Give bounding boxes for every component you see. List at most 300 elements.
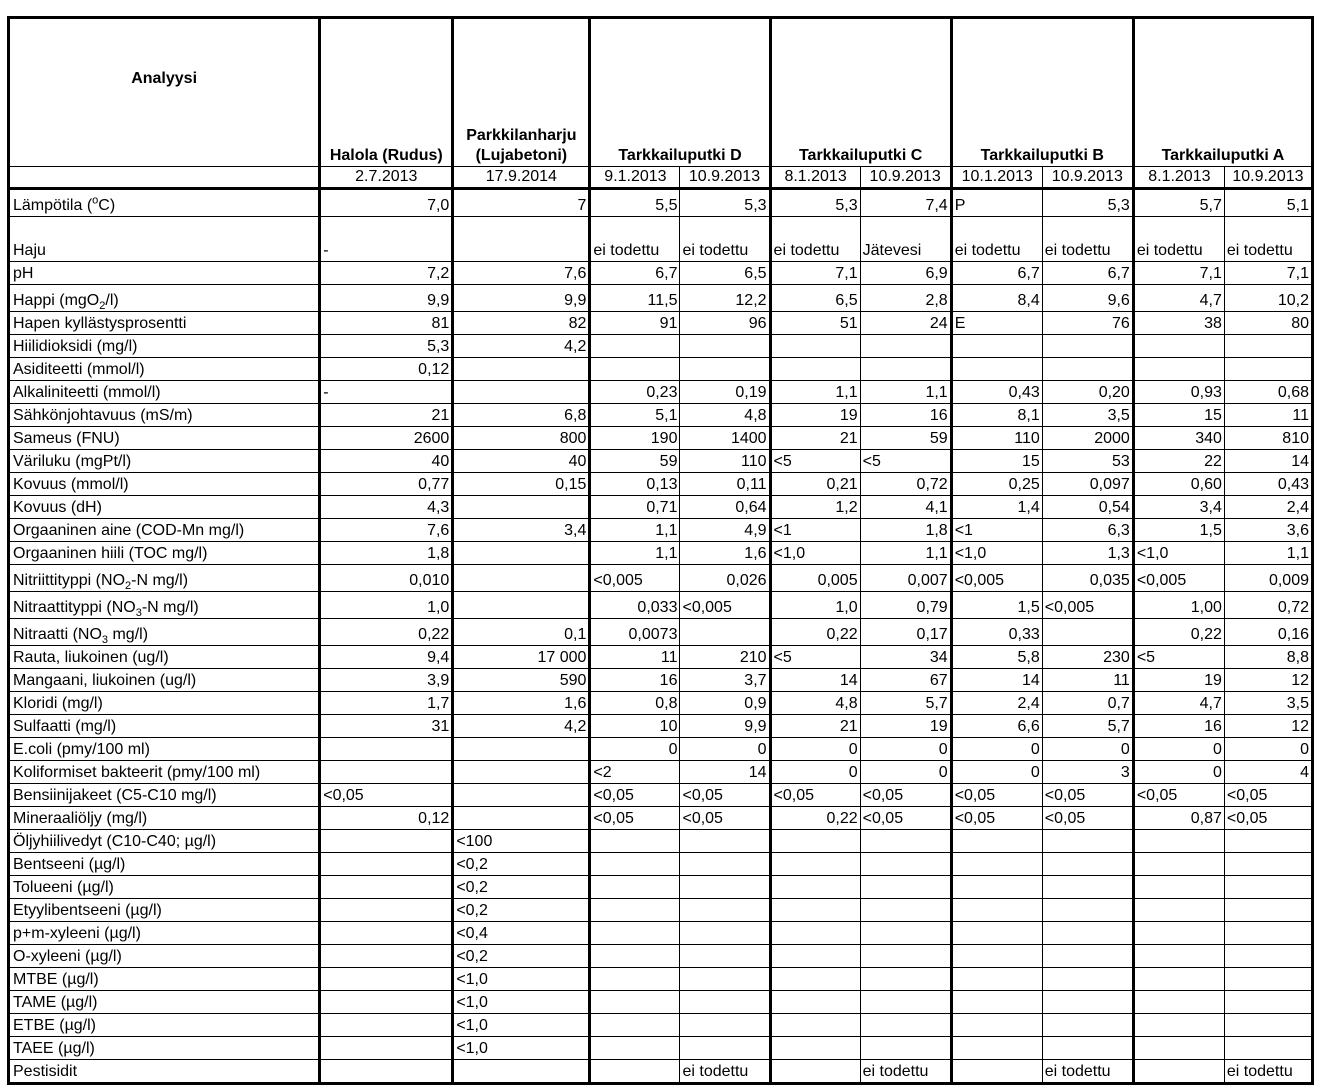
table-row <box>9 945 1313 968</box>
table-cell: 3,6 <box>1224 519 1312 542</box>
table-cell <box>1042 945 1133 968</box>
table-cell: <0,005 <box>590 565 680 592</box>
table-cell: 5,7 <box>1042 715 1133 738</box>
table-cell: 5,3 <box>1042 189 1133 217</box>
table-cell: - <box>320 381 453 404</box>
table-cell: <0,05 <box>1224 784 1312 807</box>
row-label: Bensiinijakeet (C5-C10 mg/l) <box>9 784 320 807</box>
table-row <box>9 381 1313 404</box>
table-row <box>9 335 1313 358</box>
table-cell <box>1042 335 1133 358</box>
table-cell <box>1133 968 1224 991</box>
date-putki-c-2: 10.9.2013 <box>860 167 951 189</box>
table-cell <box>1224 945 1312 968</box>
table-cell <box>680 853 770 876</box>
table-cell: 0,9 <box>680 692 770 715</box>
table-row <box>9 784 1313 807</box>
table-cell: <0,2 <box>453 876 590 899</box>
table-cell <box>1133 991 1224 1014</box>
table-cell <box>951 1014 1042 1037</box>
table-cell: 7,6 <box>453 262 590 285</box>
table-cell: <1,0 <box>770 542 860 565</box>
table-cell: <1,0 <box>453 991 590 1014</box>
table-cell: 0,19 <box>680 381 770 404</box>
row-label: Pestisidit <box>9 1060 320 1084</box>
table-cell: ei todettu <box>680 1060 770 1084</box>
table-cell <box>860 991 951 1014</box>
table-cell: <0,05 <box>951 784 1042 807</box>
table-cell <box>770 853 860 876</box>
table-cell: 6,8 <box>453 404 590 427</box>
table-cell: 5,7 <box>860 692 951 715</box>
table-cell: 11,5 <box>590 285 680 312</box>
table-cell: 4,2 <box>453 715 590 738</box>
table-cell <box>1224 358 1312 381</box>
table-cell: <1,0 <box>453 968 590 991</box>
table-cell <box>1224 991 1312 1014</box>
table-cell: 1400 <box>680 427 770 450</box>
table-cell: <5 <box>770 450 860 473</box>
table-cell: 7,6 <box>320 519 453 542</box>
table-cell: 1,1 <box>860 381 951 404</box>
table-cell: 3,7 <box>680 669 770 692</box>
table-row <box>9 542 1313 565</box>
table-cell: ei todettu <box>951 217 1042 262</box>
table-cell: 53 <box>1042 450 1133 473</box>
row-label-text: -N mg/l) <box>131 572 189 589</box>
table-cell: 0,11 <box>680 473 770 496</box>
table-cell <box>453 358 590 381</box>
table-cell: 34 <box>860 646 951 669</box>
table-cell: 190 <box>590 427 680 450</box>
row-label-text: Happi (mgO <box>13 292 100 309</box>
table-cell <box>1042 358 1133 381</box>
table-cell <box>951 335 1042 358</box>
table-cell: 38 <box>1133 312 1224 335</box>
table-cell: 19 <box>770 404 860 427</box>
table-cell <box>680 1014 770 1037</box>
table-cell: 16 <box>860 404 951 427</box>
table-cell: 0,79 <box>860 592 951 619</box>
table-cell: 2000 <box>1042 427 1133 450</box>
table-cell <box>951 991 1042 1014</box>
table-cell: 0,22 <box>320 619 453 646</box>
table-cell: 0,72 <box>1224 592 1312 619</box>
table-cell: 1,8 <box>860 519 951 542</box>
table-cell <box>680 876 770 899</box>
table-cell: <1,0 <box>951 542 1042 565</box>
site-header-parkkilanharju-line1: Parkkilanharju <box>466 127 577 144</box>
table-cell: 110 <box>951 427 1042 450</box>
table-row <box>9 519 1313 542</box>
table-cell <box>590 1037 680 1060</box>
table-cell <box>680 922 770 945</box>
table-cell: <0,005 <box>680 592 770 619</box>
table-cell: 2,4 <box>951 692 1042 715</box>
table-cell: 12,2 <box>680 285 770 312</box>
table-row <box>9 450 1313 473</box>
table-cell: <0,05 <box>590 807 680 830</box>
table-row <box>9 830 1313 853</box>
row-label-subscript: 2 <box>125 580 132 592</box>
table-cell <box>1133 1014 1224 1037</box>
header-row-sites <box>9 18 1313 167</box>
table-cell: 7 <box>453 189 590 217</box>
table-cell: 4,8 <box>680 404 770 427</box>
table-cell: 0,035 <box>1042 565 1133 592</box>
table-cell <box>770 968 860 991</box>
row-label <box>9 565 320 592</box>
table-cell: 11 <box>590 646 680 669</box>
table-row <box>9 715 1313 738</box>
table-cell: <0,05 <box>860 807 951 830</box>
table-cell <box>1042 853 1133 876</box>
table-cell <box>320 991 453 1014</box>
table-cell: 0,64 <box>680 496 770 519</box>
table-cell <box>770 922 860 945</box>
table-cell: 0,8 <box>590 692 680 715</box>
table-cell <box>860 945 951 968</box>
table-cell <box>1224 876 1312 899</box>
table-cell: 0,43 <box>951 381 1042 404</box>
table-cell: 9,9 <box>680 715 770 738</box>
table-cell: 4 <box>1224 761 1312 784</box>
date-putki-d-1: 9.1.2013 <box>590 167 680 189</box>
table-cell <box>453 784 590 807</box>
site-header-putki-b: Tarkkailuputki B <box>951 18 1133 167</box>
table-cell <box>770 335 860 358</box>
row-label: TAEE (µg/l) <box>9 1037 320 1060</box>
table-cell: 0,010 <box>320 565 453 592</box>
table-cell <box>453 761 590 784</box>
table-cell: 3,4 <box>1133 496 1224 519</box>
table-cell <box>590 1014 680 1037</box>
table-cell <box>1042 968 1133 991</box>
row-label: Mangaani, liukoinen (ug/l) <box>9 669 320 692</box>
row-label: Sameus (FNU) <box>9 427 320 450</box>
table-cell: 8,4 <box>951 285 1042 312</box>
table-cell <box>590 945 680 968</box>
row-label: Tolueeni (µg/l) <box>9 876 320 899</box>
table-cell: ei todettu <box>1133 217 1224 262</box>
table-row <box>9 262 1313 285</box>
table-row <box>9 619 1313 646</box>
table-cell <box>453 542 590 565</box>
table-cell: 0,0073 <box>590 619 680 646</box>
table-cell <box>1224 1037 1312 1060</box>
table-cell: 7,0 <box>320 189 453 217</box>
table-cell: 16 <box>590 669 680 692</box>
table-cell <box>1042 899 1133 922</box>
table-cell: 0,77 <box>320 473 453 496</box>
table-cell <box>453 1060 590 1084</box>
row-label <box>9 592 320 619</box>
row-label-subscript: 2 <box>99 300 106 312</box>
table-cell: 19 <box>860 715 951 738</box>
table-cell <box>1133 945 1224 968</box>
table-cell <box>1042 1014 1133 1037</box>
table-cell: 5,3 <box>770 189 860 217</box>
table-cell <box>320 853 453 876</box>
table-cell: 7,4 <box>860 189 951 217</box>
table-cell: 31 <box>320 715 453 738</box>
table-cell: 6,7 <box>1042 262 1133 285</box>
date-halola: 2.7.2013 <box>320 167 453 189</box>
table-cell <box>1133 853 1224 876</box>
table-cell: <0,2 <box>453 945 590 968</box>
table-cell <box>860 830 951 853</box>
table-row <box>9 1014 1313 1037</box>
table-cell <box>453 738 590 761</box>
table-cell: 15 <box>1133 404 1224 427</box>
table-cell: 3,5 <box>1042 404 1133 427</box>
table-cell: 0,1 <box>453 619 590 646</box>
table-cell: 0,20 <box>1042 381 1133 404</box>
table-cell <box>770 830 860 853</box>
row-label-text: mg/l) <box>108 626 149 643</box>
table-cell: <0,05 <box>770 784 860 807</box>
table-cell: 14 <box>770 669 860 692</box>
table-cell <box>590 1060 680 1084</box>
row-label: Bentseeni (µg/l) <box>9 853 320 876</box>
date-putki-b-2: 10.9.2013 <box>1042 167 1133 189</box>
table-cell: 40 <box>453 450 590 473</box>
table-cell <box>860 853 951 876</box>
table-row <box>9 189 1313 217</box>
table-cell: 1,00 <box>1133 592 1224 619</box>
row-label-text: /l) <box>105 292 119 309</box>
table-cell <box>590 968 680 991</box>
table-cell: 9,9 <box>453 285 590 312</box>
table-cell: 1,5 <box>951 592 1042 619</box>
table-cell: ei todettu <box>1042 1060 1133 1084</box>
table-row <box>9 285 1313 312</box>
row-label: Rauta, liukoinen (ug/l) <box>9 646 320 669</box>
table-cell <box>1042 922 1133 945</box>
table-cell: 24 <box>860 312 951 335</box>
date-putki-a-2: 10.9.2013 <box>1224 167 1312 189</box>
table-cell <box>1224 922 1312 945</box>
table-cell: 6,7 <box>951 262 1042 285</box>
table-cell: 1,3 <box>1042 542 1133 565</box>
table-cell: <0,05 <box>951 807 1042 830</box>
table-cell <box>1133 335 1224 358</box>
table-cell: 11 <box>1224 404 1312 427</box>
table-cell: 800 <box>453 427 590 450</box>
table-cell <box>1224 830 1312 853</box>
table-cell <box>453 496 590 519</box>
table-cell: 3 <box>1042 761 1133 784</box>
row-label: Sähkönjohtavuus (mS/m) <box>9 404 320 427</box>
table-cell: 4,7 <box>1133 285 1224 312</box>
table-cell: 0,25 <box>951 473 1042 496</box>
table-cell: 0 <box>860 738 951 761</box>
table-cell <box>860 1014 951 1037</box>
table-row <box>9 217 1313 262</box>
table-cell: 0,12 <box>320 807 453 830</box>
table-row <box>9 899 1313 922</box>
table-cell <box>590 335 680 358</box>
table-cell: 0 <box>860 761 951 784</box>
table-cell: <1 <box>951 519 1042 542</box>
table-cell <box>680 335 770 358</box>
table-cell <box>770 876 860 899</box>
site-header-parkkilanharju-line2: (Lujabetoni) <box>475 147 568 164</box>
table-cell: 0,16 <box>1224 619 1312 646</box>
table-cell <box>680 358 770 381</box>
analysis-header: Analyysi <box>9 18 320 167</box>
table-cell: 96 <box>680 312 770 335</box>
table-cell: 0 <box>590 738 680 761</box>
table-cell: 4,9 <box>680 519 770 542</box>
table-cell <box>1042 1037 1133 1060</box>
table-cell: 1,1 <box>590 519 680 542</box>
table-cell: <5 <box>860 450 951 473</box>
table-cell: 0 <box>951 761 1042 784</box>
table-cell: ei todettu <box>590 217 680 262</box>
row-label <box>9 189 320 217</box>
table-cell <box>680 619 770 646</box>
date-putki-c-1: 8.1.2013 <box>770 167 860 189</box>
table-row <box>9 738 1313 761</box>
table-cell: 4,7 <box>1133 692 1224 715</box>
table-cell: <0,05 <box>860 784 951 807</box>
table-cell: 6,9 <box>860 262 951 285</box>
table-cell: 81 <box>320 312 453 335</box>
table-cell <box>1133 1060 1224 1084</box>
site-header-putki-d: Tarkkailuputki D <box>590 18 770 167</box>
table-cell: ei todettu <box>680 217 770 262</box>
table-cell <box>320 1060 453 1084</box>
table-cell <box>453 592 590 619</box>
table-cell: 0,17 <box>860 619 951 646</box>
table-cell <box>951 968 1042 991</box>
site-header-putki-a: Tarkkailuputki A <box>1133 18 1312 167</box>
table-row <box>9 427 1313 450</box>
table-row <box>9 496 1313 519</box>
table-cell: 21 <box>770 715 860 738</box>
table-cell: ei todettu <box>1042 217 1133 262</box>
table-cell: 0,22 <box>770 619 860 646</box>
table-cell <box>590 358 680 381</box>
table-cell: 21 <box>320 404 453 427</box>
table-cell: 0,68 <box>1224 381 1312 404</box>
table-cell: 1,4 <box>951 496 1042 519</box>
table-cell: 19 <box>1133 669 1224 692</box>
table-cell <box>680 899 770 922</box>
table-cell <box>770 1060 860 1084</box>
table-cell <box>1133 876 1224 899</box>
table-cell: 82 <box>453 312 590 335</box>
table-cell: 3,4 <box>453 519 590 542</box>
date-parkkilanharju: 17.9.2014 <box>453 167 590 189</box>
table-cell: 0,43 <box>1224 473 1312 496</box>
table-cell: <0,05 <box>1042 807 1133 830</box>
table-cell: 4,3 <box>320 496 453 519</box>
table-cell: 5,1 <box>1224 189 1312 217</box>
table-cell: 7,2 <box>320 262 453 285</box>
table-cell <box>1042 991 1133 1014</box>
row-label: Orgaaninen hiili (TOC mg/l) <box>9 542 320 565</box>
table-cell <box>680 830 770 853</box>
table-cell: 5,3 <box>320 335 453 358</box>
table-cell: 91 <box>590 312 680 335</box>
table-cell: 2,8 <box>860 285 951 312</box>
table-cell <box>320 922 453 945</box>
row-label-text: C) <box>98 197 116 214</box>
table-cell <box>320 738 453 761</box>
row-label: Sulfaatti (mg/l) <box>9 715 320 738</box>
table-cell: 3,5 <box>1224 692 1312 715</box>
table-cell: <5 <box>1133 646 1224 669</box>
table-cell: 0 <box>680 738 770 761</box>
table-cell <box>860 968 951 991</box>
row-label: E.coli (pmy/100 ml) <box>9 738 320 761</box>
table-cell <box>770 945 860 968</box>
row-label: Väriluku (mgPt/l) <box>9 450 320 473</box>
table-cell: 2,4 <box>1224 496 1312 519</box>
table-cell: 59 <box>860 427 951 450</box>
table-cell <box>320 830 453 853</box>
table-cell: <1,0 <box>1133 542 1224 565</box>
row-label: Kloridi (mg/l) <box>9 692 320 715</box>
table-cell <box>590 991 680 1014</box>
table-cell: 14 <box>951 669 1042 692</box>
table-cell <box>320 899 453 922</box>
table-cell: 0,22 <box>1133 619 1224 646</box>
table-row <box>9 991 1313 1014</box>
table-cell: 17 000 <box>453 646 590 669</box>
table-cell: 59 <box>590 450 680 473</box>
table-cell: ei todettu <box>1224 1060 1312 1084</box>
table-cell <box>1224 335 1312 358</box>
row-label: Koliformiset bakteerit (pmy/100 ml) <box>9 761 320 784</box>
table-cell: 1,1 <box>860 542 951 565</box>
table-cell: 0,007 <box>860 565 951 592</box>
table-cell <box>590 876 680 899</box>
table-cell <box>951 899 1042 922</box>
table-cell: 0,21 <box>770 473 860 496</box>
table-cell: <0,05 <box>590 784 680 807</box>
row-label: MTBE (µg/l) <box>9 968 320 991</box>
table-cell: 0,60 <box>1133 473 1224 496</box>
table-cell: 9,6 <box>1042 285 1133 312</box>
row-label-text: -N mg/l) <box>141 599 199 616</box>
table-cell: <0,4 <box>453 922 590 945</box>
table-cell: 0,22 <box>770 807 860 830</box>
table-cell: 1,0 <box>770 592 860 619</box>
row-label: Etyylibentseeni (µg/l) <box>9 899 320 922</box>
table-cell <box>860 876 951 899</box>
row-label: pH <box>9 262 320 285</box>
table-cell <box>1133 899 1224 922</box>
table-cell: 4,2 <box>453 335 590 358</box>
table-cell: 1,1 <box>590 542 680 565</box>
table-cell: 0 <box>951 738 1042 761</box>
table-cell: 1,6 <box>680 542 770 565</box>
table-cell <box>951 922 1042 945</box>
table-cell: 210 <box>680 646 770 669</box>
row-label: Hiilidioksidi (mg/l) <box>9 335 320 358</box>
table-cell: 0,87 <box>1133 807 1224 830</box>
table-cell: <0,2 <box>453 899 590 922</box>
table-cell: 0,15 <box>453 473 590 496</box>
row-label: Orgaaninen aine (COD-Mn mg/l) <box>9 519 320 542</box>
table-cell <box>951 853 1042 876</box>
row-label: Kovuus (dH) <box>9 496 320 519</box>
row-label: Asiditeetti (mmol/l) <box>9 358 320 381</box>
table-cell: P <box>951 189 1042 217</box>
